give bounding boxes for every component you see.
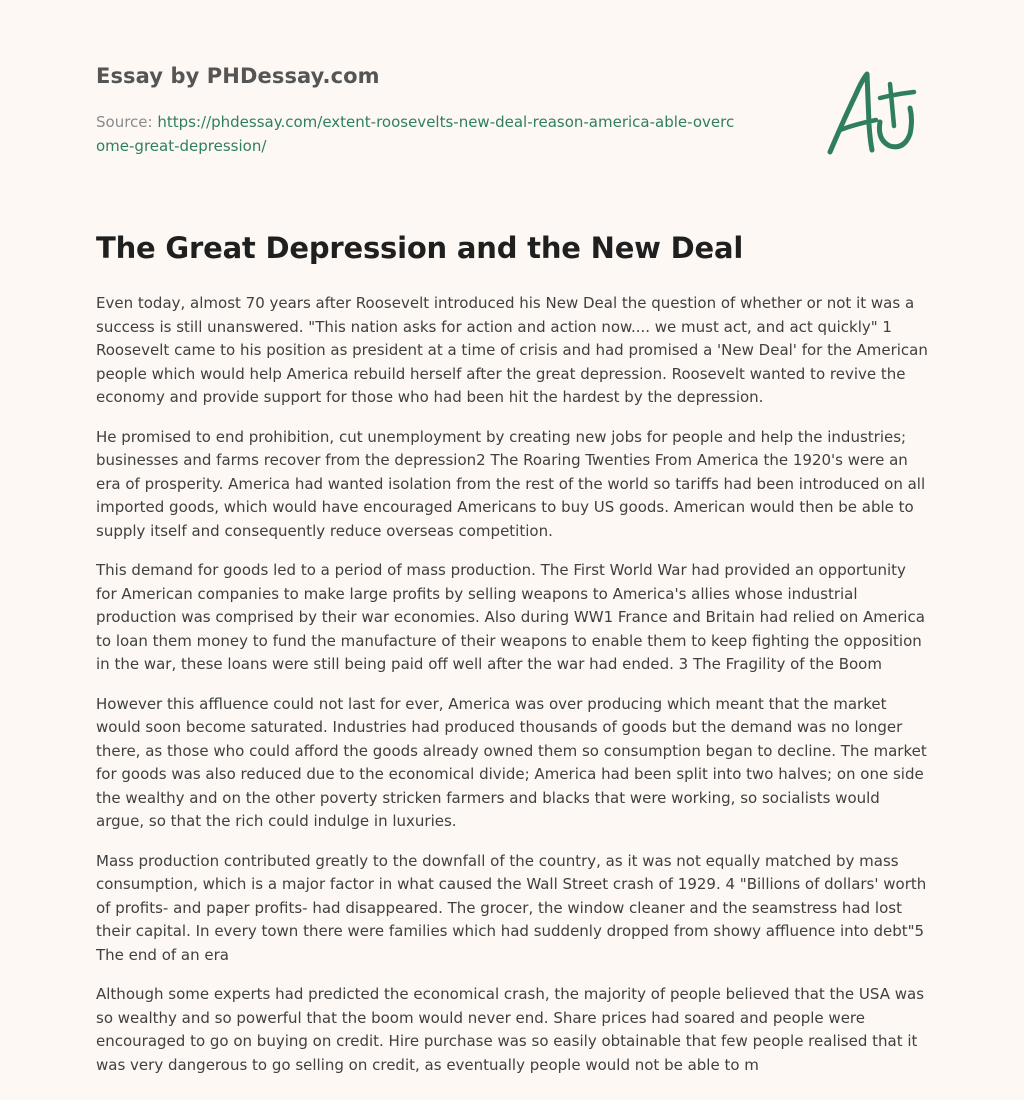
source-label: Source: xyxy=(96,113,153,131)
document-title: The Great Depression and the New Deal xyxy=(96,231,744,265)
site-title: Essay by PHDessay.com xyxy=(96,64,380,88)
paragraph: Even today, almost 70 years after Roosevelt introduced his New Deal the question of whether or not it was a success is still unanswered. "This nation asks for action and action now.... we must act, and act quickly" 1 Roosevelt came to his position as president at a time of crisis and had promised a 'New Deal' for the American people which would help America rebuild herself after the great depression. Roosevelt wanted to revive the economy and provide support for those who had been hit the hardest by the depression. xyxy=(96,294,928,406)
source-line xyxy=(96,110,736,158)
paragraph: Mass production contributed greatly to the downfall of the country, as it was not equally matched by mass consumption, which is a major factor in what caused the Wall Street crash of 1929. 4 "Billions of dollars' worth of profits- and paper profits- had disappeared. The grocer, the window cleaner and the seamstress had lost their capital. In every town there were families which had suddenly dropped from showy affluence into debt"5 The end of an era xyxy=(96,851,927,964)
source-link[interactable]: https://phdessay.com/extent-roosevelts-new-deal-reason-america-able-overcome-great-depression/ xyxy=(96,113,735,155)
a-plus-grade-logo-icon xyxy=(822,64,932,164)
paragraph: He promised to end prohibition, cut unemployment by creating new jobs for people and help the industries; businesses and farms recover from the depression2 The Roaring Twenties From America the 1920's were an era of prosperity. America had wanted isolation from the rest of the world so tariffs had been introduced on all imported goods, which would have encouraged Americans to buy US goods. American would then be able to supply itself and consequently reduce overseas competition. xyxy=(96,427,926,540)
essay-body xyxy=(96,292,928,1077)
paragraph: This demand for goods led to a period of mass production. The First World War had provided an opportunity for American companies to make large profits by selling weapons to America's allies whose industrial production was comprised by their war economies. Also during WW1 France and Britain had relied on America to loan them money to fund the manufacture of their weapons to enable them to keep fighting the opposition in the war, these loans were still being paid off well after the war had ended. 3 The Fragility of the Boom xyxy=(96,561,925,673)
page-header xyxy=(96,0,928,200)
paragraph: Although some experts had predicted the economical crash, the majority of people believed that the USA was so wealthy and so powerful that the boom would never end. Share prices had soared and people were encouraged to go on buying on credit. Hire purchase was so easily obtainable that few people realised that it was very dangerous to go selling on credit, as eventually people would not be able to m xyxy=(96,985,925,1074)
paragraph: However this affluence could not last for ever, America was over producing which meant that the market would soon become saturated. Industries had produced thousands of goods but the demand was no longer there, as those who could afford the goods already owned them so consumption began to decline. The market for goods was also reduced due to the economical divide; America had been split into two halves; on one side the wealthy and on the other poverty stricken farmers and blacks that were working, so socialists would argue, so that the rich could indulge in luxuries. xyxy=(96,694,927,830)
